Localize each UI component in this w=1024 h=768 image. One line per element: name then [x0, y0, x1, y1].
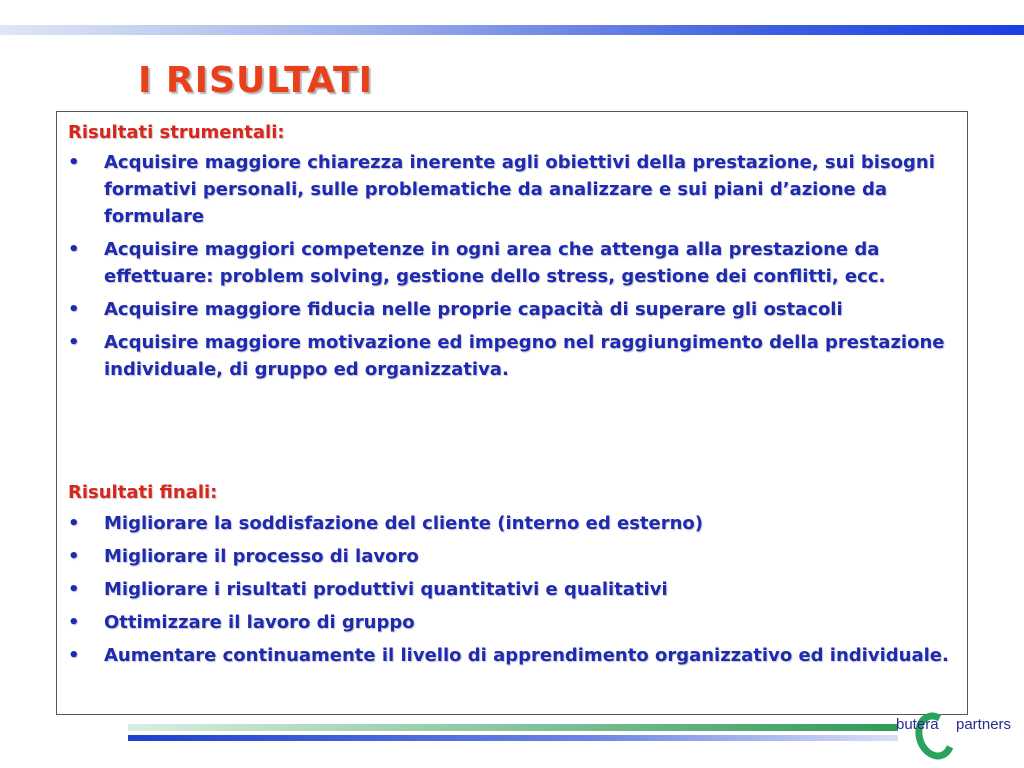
list-item-text: Acquisire maggiori competenze in ogni area che attenga alla prestazione da effettuare: problem solving, gestione dello stress, gestione dei conflitti, ecc.	[104, 239, 886, 287]
bullet-dot: •	[68, 612, 80, 633]
list-item	[57, 296, 957, 323]
list-item-text: Acquisire maggiore motivazione ed impegno nel raggiungimento della prestazione individuale, di gruppo ed organizzativa.	[104, 332, 945, 380]
footer-blue-line	[128, 735, 898, 741]
list-item-text: Migliorare i risultati produttivi quantitativi e qualitativi	[104, 579, 668, 600]
content-box	[56, 111, 968, 715]
list-item-text: Migliorare la soddisfazione del cliente (interno ed esterno)	[104, 513, 704, 534]
bullet-list-strumentali	[57, 149, 957, 389]
list-item	[57, 642, 957, 669]
logo-text-right: partners	[956, 716, 1012, 733]
bullet-dot: •	[68, 645, 80, 666]
bullet-dot: •	[68, 332, 80, 353]
list-item	[57, 576, 957, 603]
list-item	[57, 236, 957, 290]
bullet-dot: •	[68, 546, 80, 567]
list-item-text: Ottimizzare il lavoro di gruppo	[104, 612, 415, 633]
list-item	[57, 149, 957, 230]
list-item-text: Acquisire maggiore fiducia nelle proprie capacità di superare gli ostacoli	[104, 299, 843, 320]
top-gradient-bar	[0, 25, 1024, 35]
list-item-text: Aumentare continuamente il livello di apprendimento organizzativo ed individuale.	[104, 645, 949, 666]
slide-title: I RISULTATI	[138, 60, 373, 101]
list-item	[57, 609, 957, 636]
bullet-list-finali	[57, 510, 957, 675]
bullet-dot: •	[68, 513, 80, 534]
logo-text-left: butera	[896, 716, 939, 733]
list-item-text: Migliorare il processo di lavoro	[104, 546, 419, 567]
list-item	[57, 543, 957, 570]
bullet-dot: •	[68, 152, 80, 173]
footer-green-line	[128, 724, 898, 731]
bullet-dot: •	[68, 239, 80, 260]
list-item	[57, 329, 957, 383]
section-heading-strumentali: Risultati strumentali:	[68, 122, 285, 143]
bullet-dot: •	[68, 579, 80, 600]
company-logo	[896, 700, 1020, 764]
list-item-text: Acquisire maggiore chiarezza inerente agli obiettivi della prestazione, sui bisogni formativi personali, sulle problematiche da analizzare e sui piani d’azione da formulare	[104, 152, 935, 227]
list-item	[57, 510, 957, 537]
section-heading-finali: Risultati finali:	[68, 482, 218, 503]
bullet-dot: •	[68, 299, 80, 320]
